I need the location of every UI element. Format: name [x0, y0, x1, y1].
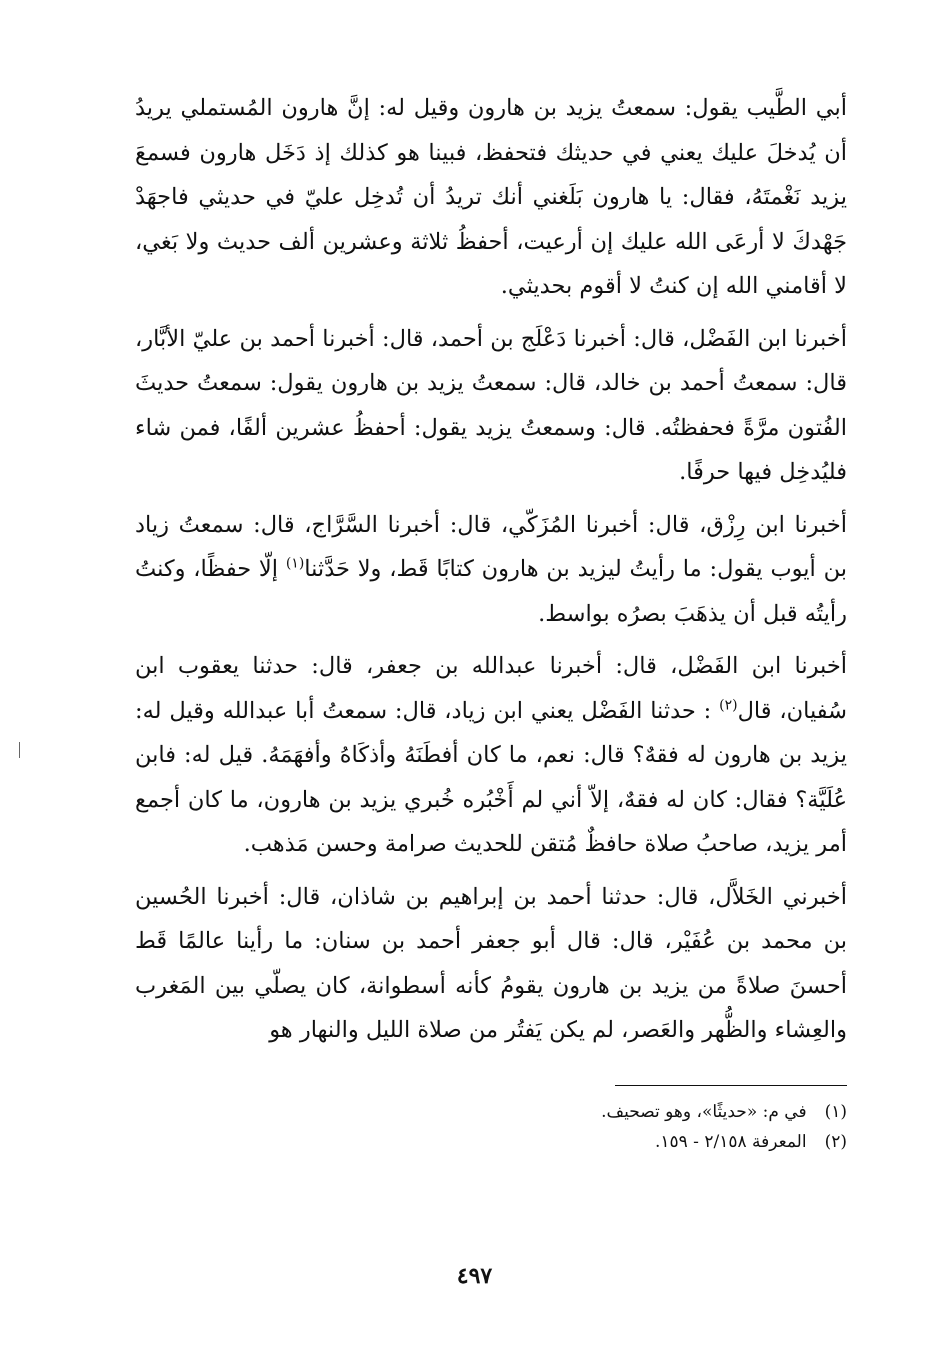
paragraph-4-text: أخبرنا ابن الفَضْل، قال: أخبرنا عبدالله بن جعفر، قال: حدثنا يعقوب ابن سُفيان، قال — [135, 653, 848, 724]
paragraph-5: أخبرني الخَلاَّل، قال: حدثنا أحمد بن إبراهيم بن شاذان، قال: أخبرنا الحُسين بن محمد بن عُفَيْر، قال: قال أبو جعفر أحمد بن سنان: ما رأينا عالمًا قَط أحسنَ صلاةً من يزيد بن هارون يقومُ كأنه أسطوانة، كان يصلّي بين المَغرب والعِشاء والظُّهر والعَصر، لم يكن يَفتُر من صلاة الليل والنهار هو — [135, 883, 847, 1043]
footnote-1-text: في م: «حديثًا»، وهو تصحيف. — [601, 1102, 807, 1122]
page-number: ٤٩٧ — [456, 1263, 493, 1289]
footnote-divider — [615, 1085, 847, 1086]
footnote-2 — [400, 1127, 847, 1157]
footnotes — [400, 1097, 847, 1157]
footnote-2-number: (٢) — [824, 1132, 847, 1152]
footnote-2-text: المعرفة ٢/١٥٨ - ١٥٩. — [654, 1132, 807, 1152]
paragraph-3-continuation: إلّا حفظًا، وكنتُ رأيتُه قبل أن يذهَبَ بصرُه بواسط. — [135, 556, 847, 627]
footnote-ref-1: (١) — [285, 555, 305, 572]
paragraph-3-text: أخبرنا ابن رِزْق، قال: أخبرنا المُزَكّي، قال: أخبرنا السَّرَّاج، قال: سمعتُ زياد بن أيوب يقول: ما رأيتُ ليزيد بن هارون كتابًا قَط، ولا حَدَّثنا — [135, 511, 847, 582]
paragraph-4 — [135, 644, 847, 867]
footnote-ref-2: (٢) — [719, 697, 738, 713]
paragraph-4-continuation: : حدثنا الفَضْل يعني ابن زياد، قال: سمعتُ أبا عبدالله وقيل له: يزيد بن هارون له فقهٌ؟ قال: نعم، ما كان أفطَنَهُ وأذكَاهُ وأفهَمَهُ. قيل له: فابن عُلَيَّة؟ فقال: كان له فقهٌ، إلاّ أني لم أَخْبُره خُبري يزيد بن هارون، ما كان أجمع أمر يزيد، صاحبُ صلاة حافظٌ مُتقن للحديث صرامة وحسن مَذهب. — [135, 697, 847, 857]
footnote-1-number: (١) — [824, 1102, 847, 1122]
footnote-1 — [400, 1097, 847, 1127]
paragraph-1: أبي الطَّيب يقول: سمعتُ يزيد بن هارون وقيل له: إنَّ هارون المُستملي يريدُ أن يُدخلَ عليك يعني في حديثك فتحفظ، فبينا هو كذلك إذ دَخَل هارون فسمعَ يزيد نَغْمتَهُ، فقال: يا هارون بَلَغني أنك تريدُ أن تُدخِل عليّ في حديثي فاجهَدْ جَهْدكَ لا أرعَى الله عليك إن أرعيت، أحفظُ ثلاثة وعشرين ألف حديث ولا بَغي، لا أقامني الله إن كنتُ لا أقوم بحديثي. — [135, 95, 847, 299]
paragraph-2: أخبرنا ابن الفَضْل، قال: أخبرنا دَعْلَج بن أحمد، قال: أخبرنا أحمد بن عليّ الأبَّار، قال: سمعتُ أحمد بن خالد، قال: سمعتُ يزيد بن هارون يقول: سمعتُ حديثَ الفُتون مرَّةً فحفظتُه. قال: وسمعتُ يزيد يقول: أحفظُ عشرين ألفًا، فمن شاء فليُدخِل فيها حرفًا. — [135, 325, 847, 485]
paragraph-3 — [135, 503, 847, 637]
main-text — [135, 86, 847, 1061]
scan-margin-mark — [19, 742, 20, 758]
